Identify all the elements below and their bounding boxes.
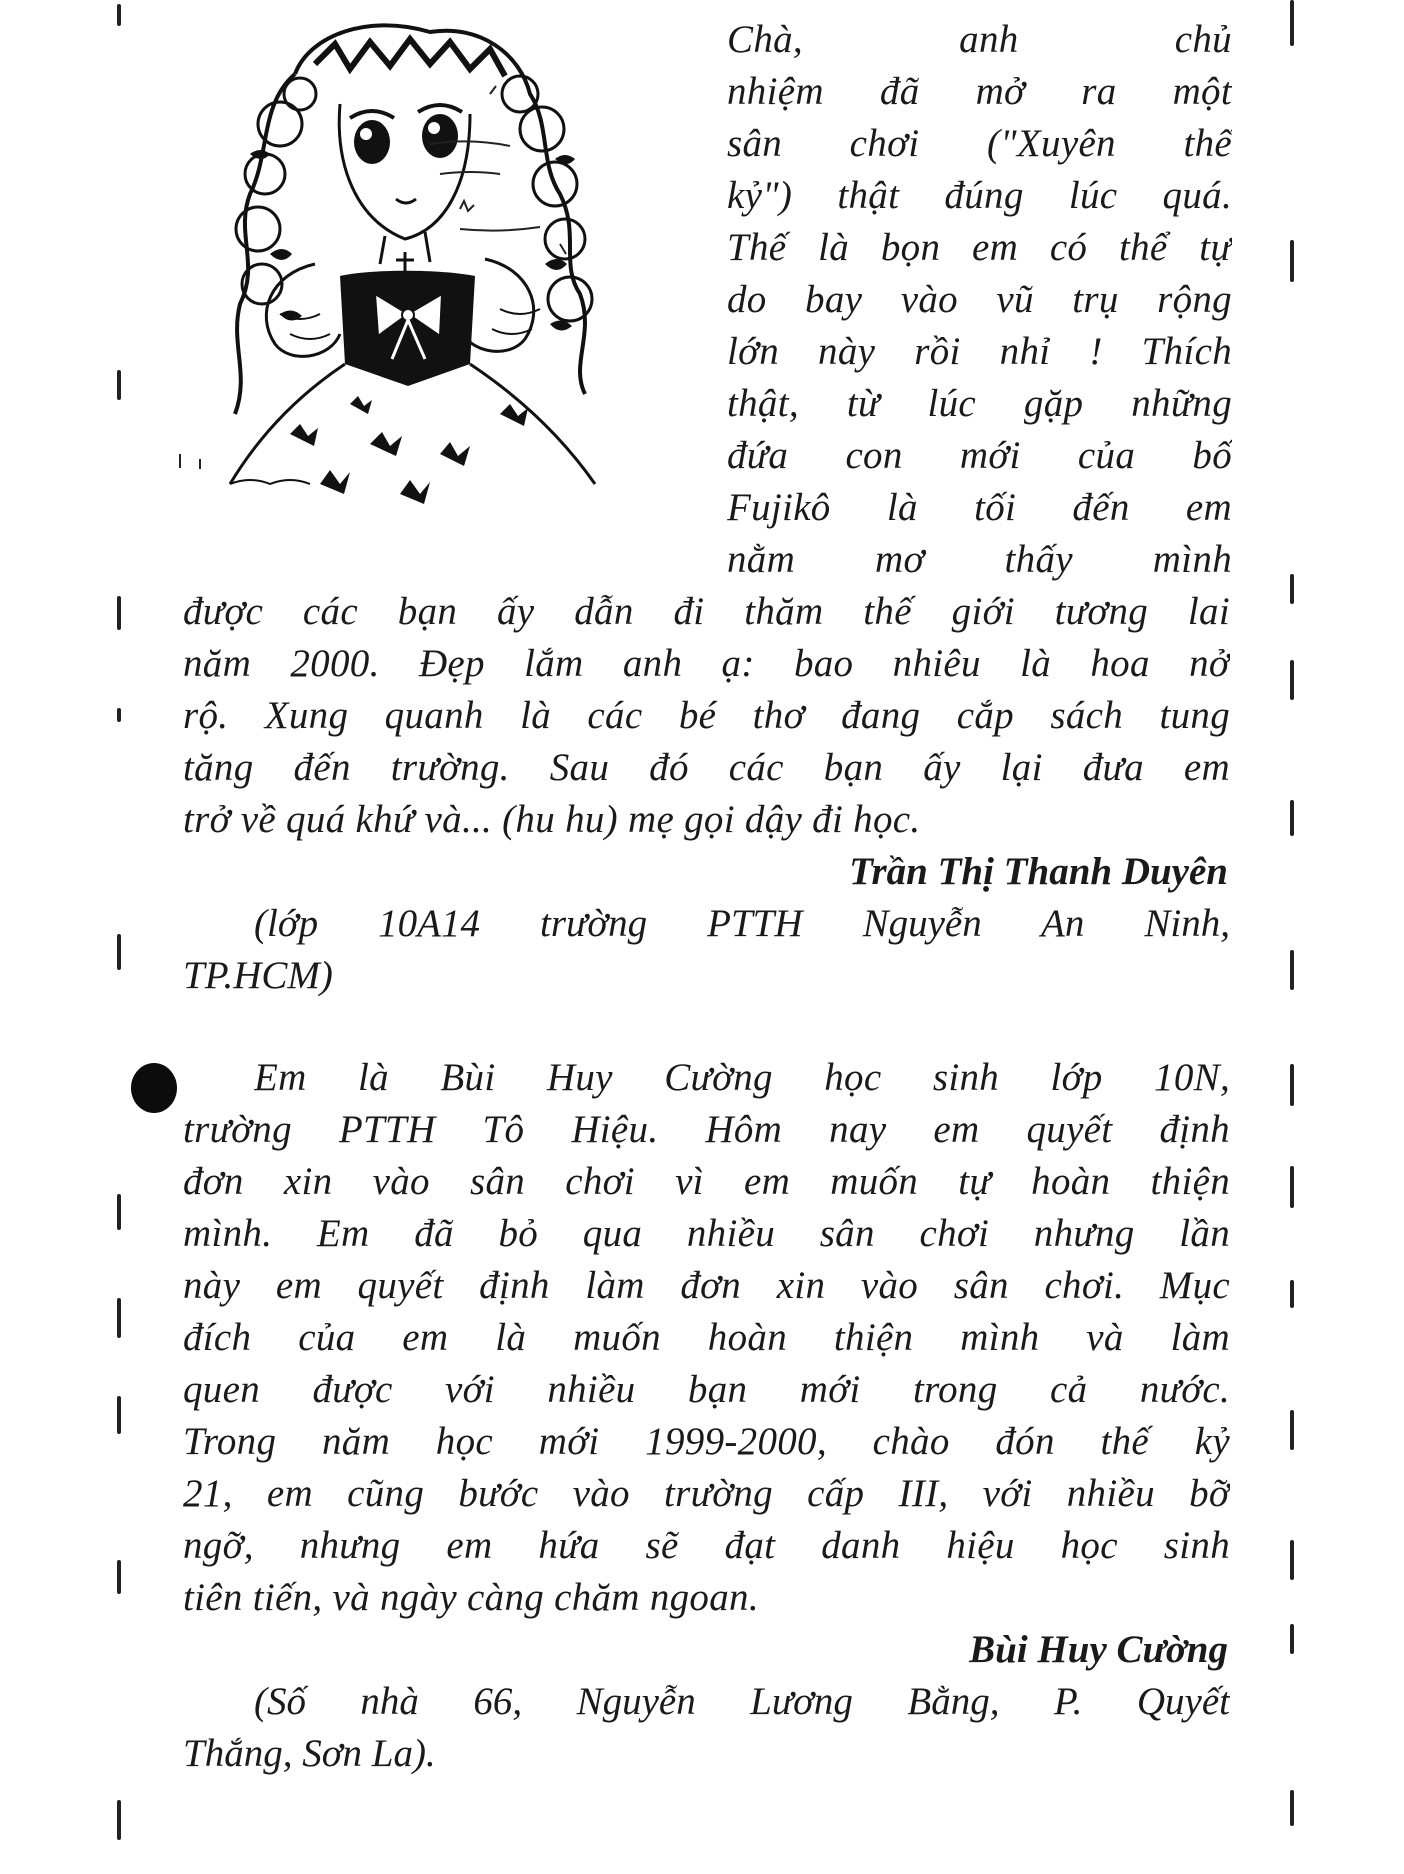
letter1-address <box>254 898 1230 950</box>
letter2-line: quen được với nhiều bạn mới trong cả nước. <box>183 1368 1230 1411</box>
letter2-signature: Bùi Huy Cường <box>969 1628 1228 1671</box>
letter1-signature: Trần Thị Thanh Duyên <box>849 850 1228 893</box>
letter1-line: đứa con mới của bố <box>727 434 1232 477</box>
letter1-address-line: (lớp 10A14 trường PTTH Nguyễn An Ninh, <box>254 902 1230 945</box>
letter1-line: kỷ") thật đúng lúc quá. <box>727 174 1232 217</box>
letter1-line: Thế là bọn em có thể tự <box>727 226 1232 269</box>
letter1-line: Chà, anh chủ <box>727 18 1232 61</box>
letter1-line: nằm mơ thấy mình <box>727 538 1232 581</box>
letter1-line: sân chơi ("Xuyên thế <box>727 122 1232 165</box>
letter1-address-line: TP.HCM) <box>183 954 333 997</box>
letter1-line: trở về quá khứ và... (hu hu) mẹ gọi dậy đi học. <box>183 798 921 841</box>
letter1-line: nhiệm đã mở ra một <box>727 70 1232 113</box>
letter1-line: rộ. Xung quanh là các bé thơ đang cắp sách tung <box>183 694 1230 737</box>
letter2-address-line: Thắng, Sơn La). <box>183 1732 436 1775</box>
letter1-full-column <box>183 586 1230 846</box>
right-dashed-rule <box>1290 0 1296 1874</box>
letter2-line: 21, em cũng bước vào trường cấp III, với nhiều bỡ <box>183 1472 1230 1515</box>
letter1-line: năm 2000. Đẹp lắm anh ạ: bao nhiêu là hoa nở <box>183 642 1230 685</box>
letter1-line: được các bạn ấy dẫn đi thăm thế giới tương lai <box>183 590 1230 633</box>
letter2-line: mình. Em đã bỏ qua nhiều sân chơi nhưng lần <box>183 1212 1230 1255</box>
letter1-narrow-column <box>727 14 1232 586</box>
letter1-line: lớn này rồi nhỉ ! Thích <box>727 330 1232 373</box>
letter2-line: đích của em là muốn hoàn thiện mình và làm <box>183 1316 1230 1359</box>
letter2-line: này em quyết định làm đơn xin vào sân chơi. Mục <box>183 1264 1230 1307</box>
letter1-line: do bay vào vũ trụ rộng <box>727 278 1232 321</box>
letter2-first-line-wrap <box>254 1052 1230 1104</box>
left-dashed-rule <box>117 0 123 1874</box>
letter1-line: tăng đến trường. Sau đó các bạn ấy lại đưa em <box>183 746 1230 789</box>
letter2-line: Trong năm học mới 1999-2000, chào đón thế kỷ <box>183 1420 1230 1463</box>
letter2-body <box>183 1104 1230 1624</box>
letter2-line: tiên tiến, và ngày càng chăm ngoan. <box>183 1576 759 1619</box>
letter2-line: trường PTTH Tô Hiệu. Hôm nay em quyết định <box>183 1108 1230 1151</box>
letter1-line: thật, từ lúc gặp những <box>727 382 1232 425</box>
letter2-line: đơn xin vào sân chơi vì em muốn tự hoàn thiện <box>183 1160 1230 1203</box>
bullet-dot <box>131 1063 177 1113</box>
letter2-address <box>254 1676 1230 1728</box>
letter2-address-line: (Số nhà 66, Nguyễn Lương Bằng, P. Quyết <box>254 1680 1230 1723</box>
letter2-line: ngỡ, nhưng em hứa sẽ đạt danh hiệu học sinh <box>183 1524 1230 1567</box>
letter1-line: Fujikô là tối đến em <box>727 486 1232 529</box>
manga-girl-illustration <box>140 14 740 574</box>
letter2-line: Em là Bùi Huy Cường học sinh lớp 10N, <box>254 1056 1230 1099</box>
